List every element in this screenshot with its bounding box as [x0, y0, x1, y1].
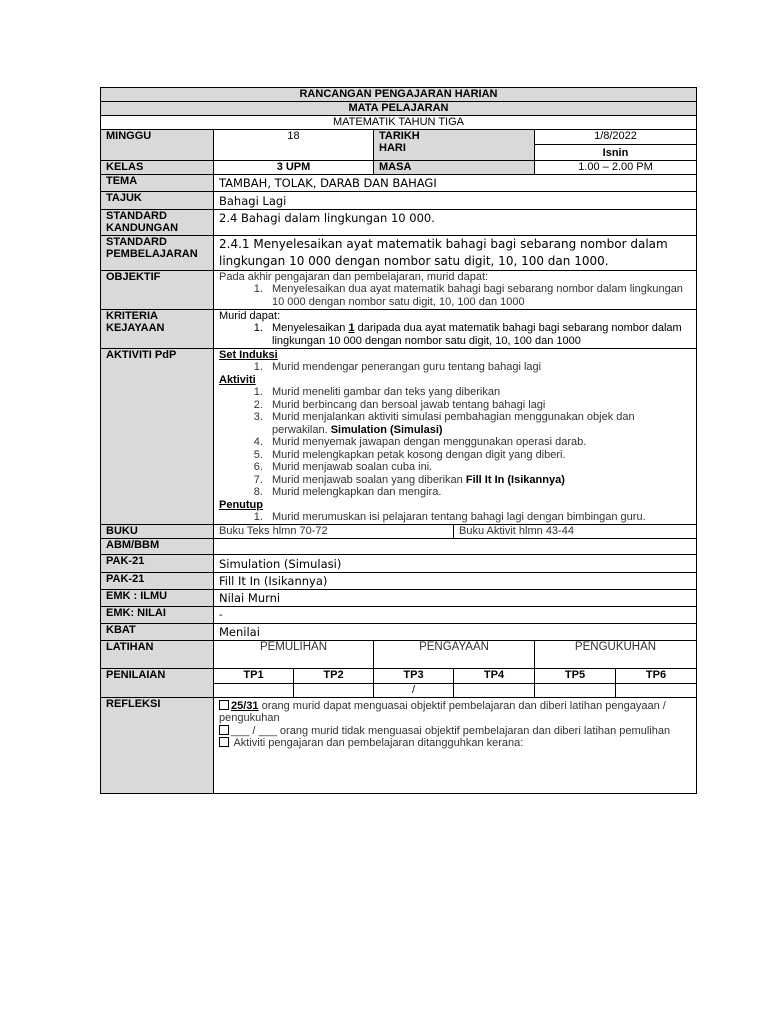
refleksi-line-2: ___ / ___ orang murid tidak menguasai objektif pembelajaran dan diberi latihan pemulihan [219, 725, 691, 738]
buku-aktivit: Buku Aktivit hlmn 43-44 [454, 524, 697, 538]
hari-label: HARI [379, 142, 406, 154]
subject-label: MATA PELAJARAN [101, 102, 697, 116]
tp4-mark [454, 683, 535, 697]
emk-ilmu-value: Nilai Murni [214, 589, 697, 606]
tarikh-value: 1/8/2022 [535, 129, 697, 144]
penilaian-label: PENILAIAN [101, 668, 214, 697]
sp-value: 2.4.1 Menyelesaikan ayat matematik bahagi bagi sebarang nombor dalam lingkungan 10 000 dengan nombor satu digit, 10, 100 dan 1000. [214, 235, 697, 270]
kelas-label: KELAS [101, 160, 214, 174]
refleksi-content [214, 697, 697, 793]
tp6-header: TP6 [616, 668, 697, 683]
tema-label: TEMA [101, 174, 214, 191]
emk-nilai-label: EMK: NILAI [101, 606, 214, 623]
kriteria-item: 1. Menyelesaikan 1 daripada dua ayat matematik bahagi bagi sebarang nombor dalam lingkungan 10 000 dengan nombor satu digit, 10, 100 dan 1000 [266, 322, 691, 347]
minggu-value: 18 [214, 129, 374, 160]
refleksi-line-1: 25/31 orang murid dapat menguasai objektif pembelajaran dan diberi latihan pengayaan / pengukuhan [219, 699, 666, 724]
refleksi-line-3: Aktiviti pengajaran dan pembelajaran ditangguhkan kerana: [219, 737, 691, 750]
tajuk-label: TAJUK [101, 191, 214, 209]
sk-label: STANDARD KANDUNGAN [101, 209, 214, 235]
aktiviti-item: 1. Murid meneliti gambar dan teks yang diberikan [266, 386, 691, 399]
aktiviti-item: 2. Murid berbincang dan bersoal jawab tentang bahagi lagi [266, 399, 691, 412]
refleksi-label: REFLEKSI [101, 697, 214, 793]
aktiviti-item: 8. Murid melengkapkan dan mengira. [266, 486, 691, 499]
refleksi-fraction: 25/31 [231, 699, 259, 712]
tp5-mark [535, 683, 616, 697]
aktiviti-item: 6. Murid menjawab soalan cuba ini. [266, 461, 691, 474]
buku-label: BUKU [101, 524, 214, 538]
tp2-mark [294, 683, 374, 697]
aktiviti-item: 3. Murid menjalankan aktiviti simulasi pembahagian menggunakan objek dan perwakilan. Simulation (Simulasi) [266, 411, 691, 436]
kriteria-label: KRITERIA KEJAYAAN [101, 309, 214, 348]
subject-value: MATEMATIK TAHUN TIGA [101, 116, 697, 130]
aktiviti-content [214, 348, 697, 524]
kbat-label: KBAT [101, 623, 214, 640]
aktiviti-item: 5. Murid melengkapkan petak kosong dengan digit yang diberi. [266, 449, 691, 462]
lesson-plan-table [100, 87, 697, 794]
latihan-pengukuhan: PENGUKUHAN [535, 640, 697, 668]
aktiviti-item: 7. Murid menjawab soalan yang diberikan Fill It In (Isikannya) [266, 474, 691, 487]
sp-label: STANDARD PEMBELAJARAN [101, 235, 214, 270]
kbat-value: Menilai [214, 623, 697, 640]
abm-value [214, 538, 697, 554]
objektif-item: 1. Menyelesaikan dua ayat matematik bahagi bagi sebarang nombor dalam lingkungan 10 000 dengan nombor satu digit, 10, 100 dan 1000 [266, 283, 691, 308]
emk-nilai-value: - [214, 606, 697, 623]
simulation-strategy: Simulation (Simulasi) [330, 423, 443, 436]
tp3-mark: / [374, 683, 454, 697]
checkbox-icon [219, 737, 229, 747]
checkbox-icon [219, 725, 229, 735]
sk-value: 2.4 Bahagi dalam lingkungan 10 000. [214, 209, 697, 235]
objektif-intro: Pada akhir pengajaran dan pembelajaran, murid dapat: [219, 270, 489, 283]
aktiviti-label: AKTIVITI PdP [101, 348, 214, 524]
aktiviti-item: 4. Murid menyemak jawapan dengan menggunakan operasi darab. [266, 436, 691, 449]
hari-value: Isnin [535, 144, 697, 160]
refleksi-blank: ___ / ___ [231, 724, 277, 737]
minggu-label: MINGGU [101, 129, 214, 160]
objektif-content [214, 270, 697, 309]
latihan-label: LATIHAN [101, 640, 214, 668]
masa-value: 1.00 – 2.00 PM [535, 160, 697, 174]
tp6-mark [616, 683, 697, 697]
tema-value: TAMBAH, TOLAK, DARAB DAN BAHAGI [214, 174, 697, 191]
latihan-pengayaan: PENGAYAAN [374, 640, 535, 668]
set-induksi-heading: Set Induksi [219, 348, 278, 361]
tarikh-hari-label [374, 129, 535, 160]
tp4-header: TP4 [454, 668, 535, 683]
checkbox-icon [219, 700, 229, 710]
masa-label: MASA [374, 160, 535, 174]
pak21-value-2: Fill It In (Isikannya) [214, 572, 697, 589]
tarikh-label: TARIKH [379, 129, 420, 142]
kriteria-intro: Murid dapat: [219, 309, 281, 322]
pak21-label-1: PAK-21 [101, 554, 214, 572]
penutup-heading: Penutup [219, 498, 263, 511]
emk-ilmu-label: EMK : ILMU [101, 589, 214, 606]
objektif-label: OBJEKTIF [101, 270, 214, 309]
latihan-pemulihan: PEMULIHAN [214, 640, 374, 668]
pak21-label-2: PAK-21 [101, 572, 214, 589]
kriteria-content [214, 309, 697, 348]
kriteria-number: 1 [348, 322, 355, 334]
tajuk-value: Bahagi Lagi [214, 191, 697, 209]
plan-title: RANCANGAN PENGAJARAN HARIAN [101, 88, 697, 102]
tp3-header: TP3 [374, 668, 454, 683]
fill-it-in-strategy: Fill It In (Isikannya) [465, 473, 565, 486]
aktiviti-heading: Aktiviti [219, 373, 256, 386]
pak21-value-1: Simulation (Simulasi) [214, 554, 697, 572]
abm-label: ABM/BBM [101, 538, 214, 554]
induksi-item: 1. Murid mendengar penerangan guru tentang bahagi lagi [266, 361, 691, 374]
kelas-value: 3 UPM [214, 160, 374, 174]
tp1-mark [214, 683, 294, 697]
tp1-header: TP1 [214, 668, 294, 683]
tp5-header: TP5 [535, 668, 616, 683]
buku-teks: Buku Teks hlmn 70-72 [214, 524, 454, 538]
penutup-item: 1. Murid merumuskan isi pelajaran tentang bahagi lagi dengan bimbingan guru. [266, 511, 691, 524]
tp2-header: TP2 [294, 668, 374, 683]
